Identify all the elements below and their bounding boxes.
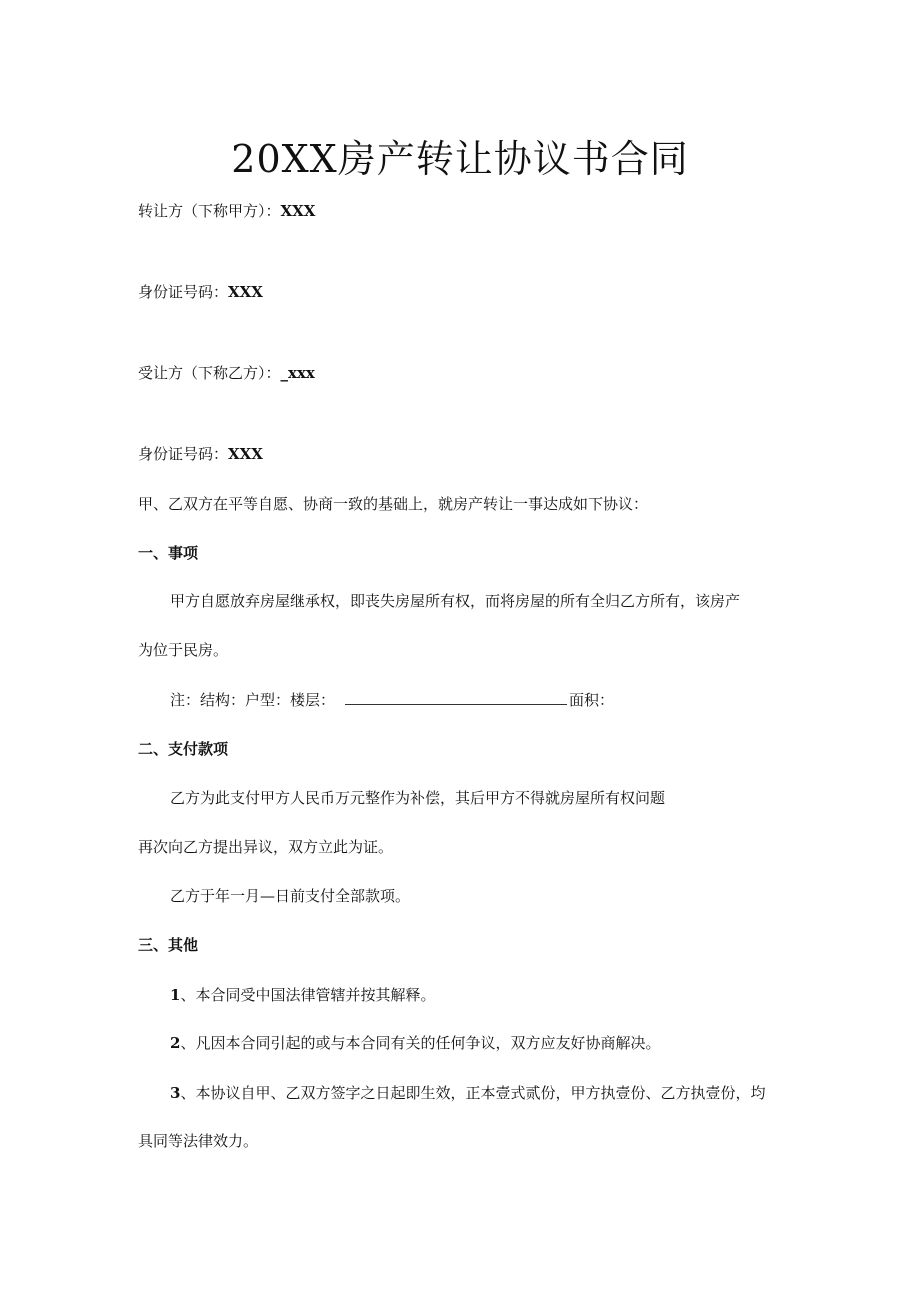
section3-item1 xyxy=(170,984,435,1005)
section1-note xyxy=(170,689,614,710)
transferor-value: XXX xyxy=(280,202,316,220)
document-title: 20XX房产转让协议书合同 xyxy=(231,137,689,181)
section2-para-line2: 再次向乙方提出异议，双方立此为证。 xyxy=(138,838,394,856)
section3-item3-line2: 具同等法律效力。 xyxy=(138,1132,259,1150)
transferee-value: _xxx xyxy=(280,364,315,382)
section1-heading: 一、事项 xyxy=(138,544,199,562)
note-prefix: 注：结构：户型：楼层： xyxy=(170,691,336,709)
id1-value: XXX xyxy=(228,283,263,301)
section2-heading: 二、支付款项 xyxy=(138,740,229,758)
transferee-line xyxy=(138,362,315,383)
section1-para-line1: 甲方自愿放弃房屋继承权，即丧失房屋所有权，而将房屋的所有全归乙方所有，该房产 xyxy=(170,592,741,610)
id2-line xyxy=(138,443,263,464)
item3-text-line1: 、本协议自甲、乙双方签字之日起即生效，正本壹式贰份，甲方执壹份、乙方执壹份，均 xyxy=(180,1084,766,1102)
transferor-label: 转让方（下称甲方）： xyxy=(138,202,281,220)
id2-label: 身份证号码： xyxy=(138,445,229,463)
item1-text: 、本合同受中国法律管辖并按其解释。 xyxy=(180,986,436,1004)
section1-para-line2: 为位于民房。 xyxy=(138,641,229,659)
item2-number: 2 xyxy=(170,1034,181,1052)
id1-line xyxy=(138,281,263,302)
section2-para2: 乙方于年一月—日前支付全部款项。 xyxy=(170,887,411,905)
item2-text: 、凡因本合同引起的或与本合同有关的任何争议，双方应友好协商解决。 xyxy=(180,1034,661,1052)
section3-item2 xyxy=(170,1032,660,1053)
item1-number: 1 xyxy=(170,986,181,1004)
transferor-line xyxy=(138,200,315,221)
item3-number: 3 xyxy=(170,1084,181,1102)
id1-label: 身份证号码： xyxy=(138,283,229,301)
id2-value: XXX xyxy=(228,445,263,463)
section2-para-line1: 乙方为此支付甲方人民币万元整作为补偿，其后甲方不得就房屋所有权问题 xyxy=(170,789,666,807)
section3-heading: 三、其他 xyxy=(138,936,199,954)
note-blank-field xyxy=(345,692,567,705)
section3-item3-line1 xyxy=(170,1082,765,1103)
note-suffix: 面积： xyxy=(569,691,615,709)
transferee-label: 受让方（下称乙方）： xyxy=(138,364,281,382)
intro-paragraph: 甲、乙双方在平等自愿、协商一致的基础上，就房产转让一事达成如下协议： xyxy=(138,495,649,513)
